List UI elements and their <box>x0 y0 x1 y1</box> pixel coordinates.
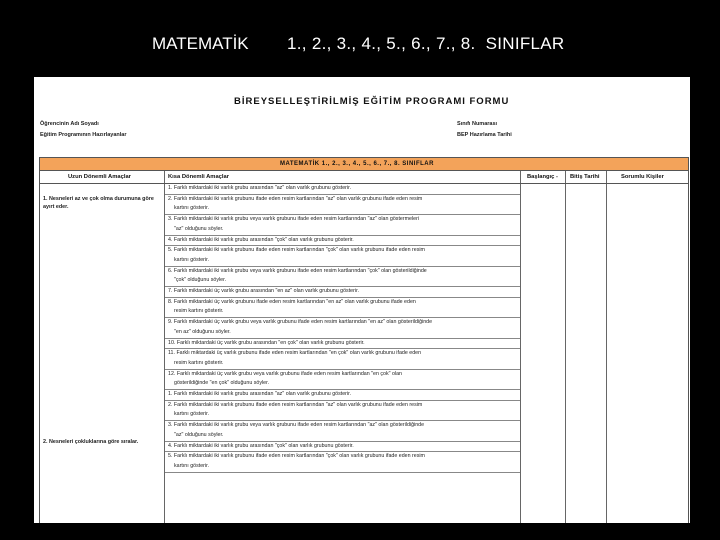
short-term-goal-text: 8. Farklı miktardaki üç varlık grubunu ifade eden resim kartlarından "en az" olan varlık grubunu ifade eden <box>168 298 416 305</box>
short-term-goal-text: 1. Farklı miktardaki iki varlık grubu arasından "az" olan varlık grubunu gösterir. <box>168 391 352 398</box>
short-term-goal-row <box>165 452 520 472</box>
short-term-goal-text-continued: kartını gösterir. <box>174 462 210 469</box>
short-term-goal-text-continued: kartını gösterir. <box>174 256 210 263</box>
bep-date-label: BEP Hazırlama Tarihi <box>457 132 512 138</box>
header-end-date: Bitiş Tarihi <box>570 174 600 180</box>
short-term-goal-row <box>165 421 520 441</box>
short-term-goal-text: 2. Farklı miktardaki iki varlık grubunu ifade eden resim kartlarından "az" olan varlık grubunu ifade eden resim <box>168 401 423 408</box>
short-term-goal-text: 10. Farklı miktardaki üç varlık grubu arasından "en çok" olan varlık grubunu gösterir. <box>168 339 365 346</box>
short-term-goal-row <box>165 287 520 298</box>
short-term-goal-row <box>165 195 520 215</box>
short-term-goal-text: 4. Farklı miktardaki iki varlık grubu arasından "çok" olan varlık grubunu gösterir. <box>168 236 354 243</box>
short-term-goal-text: 3. Farklı miktardaki iki varlık grubu veya varlık grubunu ifade eden resim kartlarından "az" olan göstermeleri <box>168 216 420 223</box>
class-number-label: Sınıfı Numarası <box>457 121 498 127</box>
short-term-goal-row <box>165 349 520 369</box>
short-term-goal-text-continued: "en az" olduğunu söyler. <box>174 328 231 335</box>
header-long-term: Uzun Dönemli Amaçlar <box>68 174 131 180</box>
short-term-goal-row <box>165 401 520 421</box>
column-divider <box>520 171 521 523</box>
short-term-goal-row <box>165 318 520 338</box>
short-term-goal-text-continued: kartını gösterir. <box>174 205 210 212</box>
short-term-goal-row <box>165 370 520 390</box>
short-term-goal-text: 7. Farklı miktardaki üç varlık grubu arasından "en az" olan varlık grubunu gösterir. <box>168 288 360 295</box>
goals-table <box>39 157 689 523</box>
bep-form-document <box>34 77 690 523</box>
long-term-goal-2: 2. Nesneleri çokluklarına göre sıralar. <box>43 439 139 445</box>
short-term-goal-text: 4. Farklı miktardaki iki varlık grubu arasından "çok" olan varlık grubunu gösterir. <box>168 442 354 449</box>
short-term-goal-row <box>165 267 520 287</box>
header-short-term: Kısa Dönemli Amaçlar <box>168 174 229 180</box>
slide-title <box>0 34 720 60</box>
student-name-label: Öğrencinin Adı Soyadı <box>40 121 99 127</box>
form-title: BİREYSELLEŞTİRİLMİŞ EĞİTİM PROGRAMI FORMU <box>234 96 510 107</box>
short-term-goal-row <box>165 339 520 350</box>
short-term-goal-text-continued: "az" olduğunu söyler. <box>174 431 224 438</box>
short-term-goal-text: 2. Farklı miktardaki iki varlık grubunu ifade eden resim kartlarından "az" olan varlık grubunu ifade eden resim <box>168 195 423 202</box>
short-term-goal-text: 5. Farklı miktardaki iki varlık grubunu ifade eden resim kartlarından "çok" olan varlık grubunu ifade eden resim <box>168 247 425 254</box>
short-term-goal-row <box>165 298 520 318</box>
short-term-goal-text: 6. Farklı miktardaki iki varlık grubu veya varlık grubunu ifade eden resim kartlarından "çok" olan gösterildiğinde <box>168 267 427 274</box>
short-term-goal-row <box>165 215 520 235</box>
short-term-goal-text-continued: kartını gösterir. <box>174 411 210 418</box>
short-term-goal-text: 11. Farklı miktardaki üç varlık grubunu ifade eden resim kartlarından "en çok" olan varlık grubunu ifade eden <box>168 350 422 357</box>
short-term-goal-text-continued: resim kartını gösterir. <box>174 359 224 366</box>
short-term-goal-row <box>165 390 520 401</box>
slide-title-subject: MATEMATİK <box>152 34 249 53</box>
subject-band <box>40 158 688 171</box>
short-term-goal-row <box>165 442 520 453</box>
short-term-goal-row <box>165 236 520 247</box>
short-term-goal-text-continued: resim kartını gösterir. <box>174 308 224 315</box>
short-term-goals-list <box>165 184 520 473</box>
short-term-goal-row <box>165 246 520 266</box>
short-term-goal-row <box>165 184 520 195</box>
column-divider <box>565 171 566 523</box>
short-term-goal-text-continued: "çok" olduğunu söyler. <box>174 277 227 284</box>
slide-title-grades: 1., 2., 3., 4., 5., 6., 7., 8. SINIFLAR <box>287 34 565 53</box>
subject-band-text: MATEMATİK 1., 2., 3., 4., 5., 6., 7., 8. SINIFLAR <box>280 161 434 167</box>
header-start-date: Başlangıç - <box>527 174 558 180</box>
short-term-goal-text-continued: "az" olduğunu söyler. <box>174 225 224 232</box>
column-divider <box>606 171 607 523</box>
program-preparers-label: Eğitim Programının Hazırlayanlar <box>40 132 127 138</box>
header-responsible: Sorumlu Kişiler <box>621 174 664 180</box>
short-term-goal-text: 1. Farklı miktardaki iki varlık grubu arasından "az" olan varlık grubunu gösterir. <box>168 185 352 191</box>
short-term-goal-text: 12. Farklı miktardaki üç varlık grubu veya varlık grubunu ifade eden resim kartlarından "en çok" olan <box>168 370 402 377</box>
short-term-goal-text-continued: gösterildiğinde "en çok" olduğunu söyler. <box>174 380 270 387</box>
short-term-goal-text: 5. Farklı miktardaki iki varlık grubunu ifade eden resim kartlarından "çok" olan varlık grubunu ifade eden resim <box>168 453 425 460</box>
short-term-goal-text: 3. Farklı miktardaki iki varlık grubu veya varlık grubunu ifade eden resim kartlarından "az" olan gösterildiğinde <box>168 422 425 429</box>
short-term-goal-text: 9. Farklı miktardaki üç varlık grubu veya varlık grubunu ifade eden resim kartlarından "en az" olan gösterildiğinde <box>168 319 433 326</box>
long-term-goal-1: 1. Nesneleri az ve çok olma durumuna göre ayırt eder. <box>43 196 154 210</box>
